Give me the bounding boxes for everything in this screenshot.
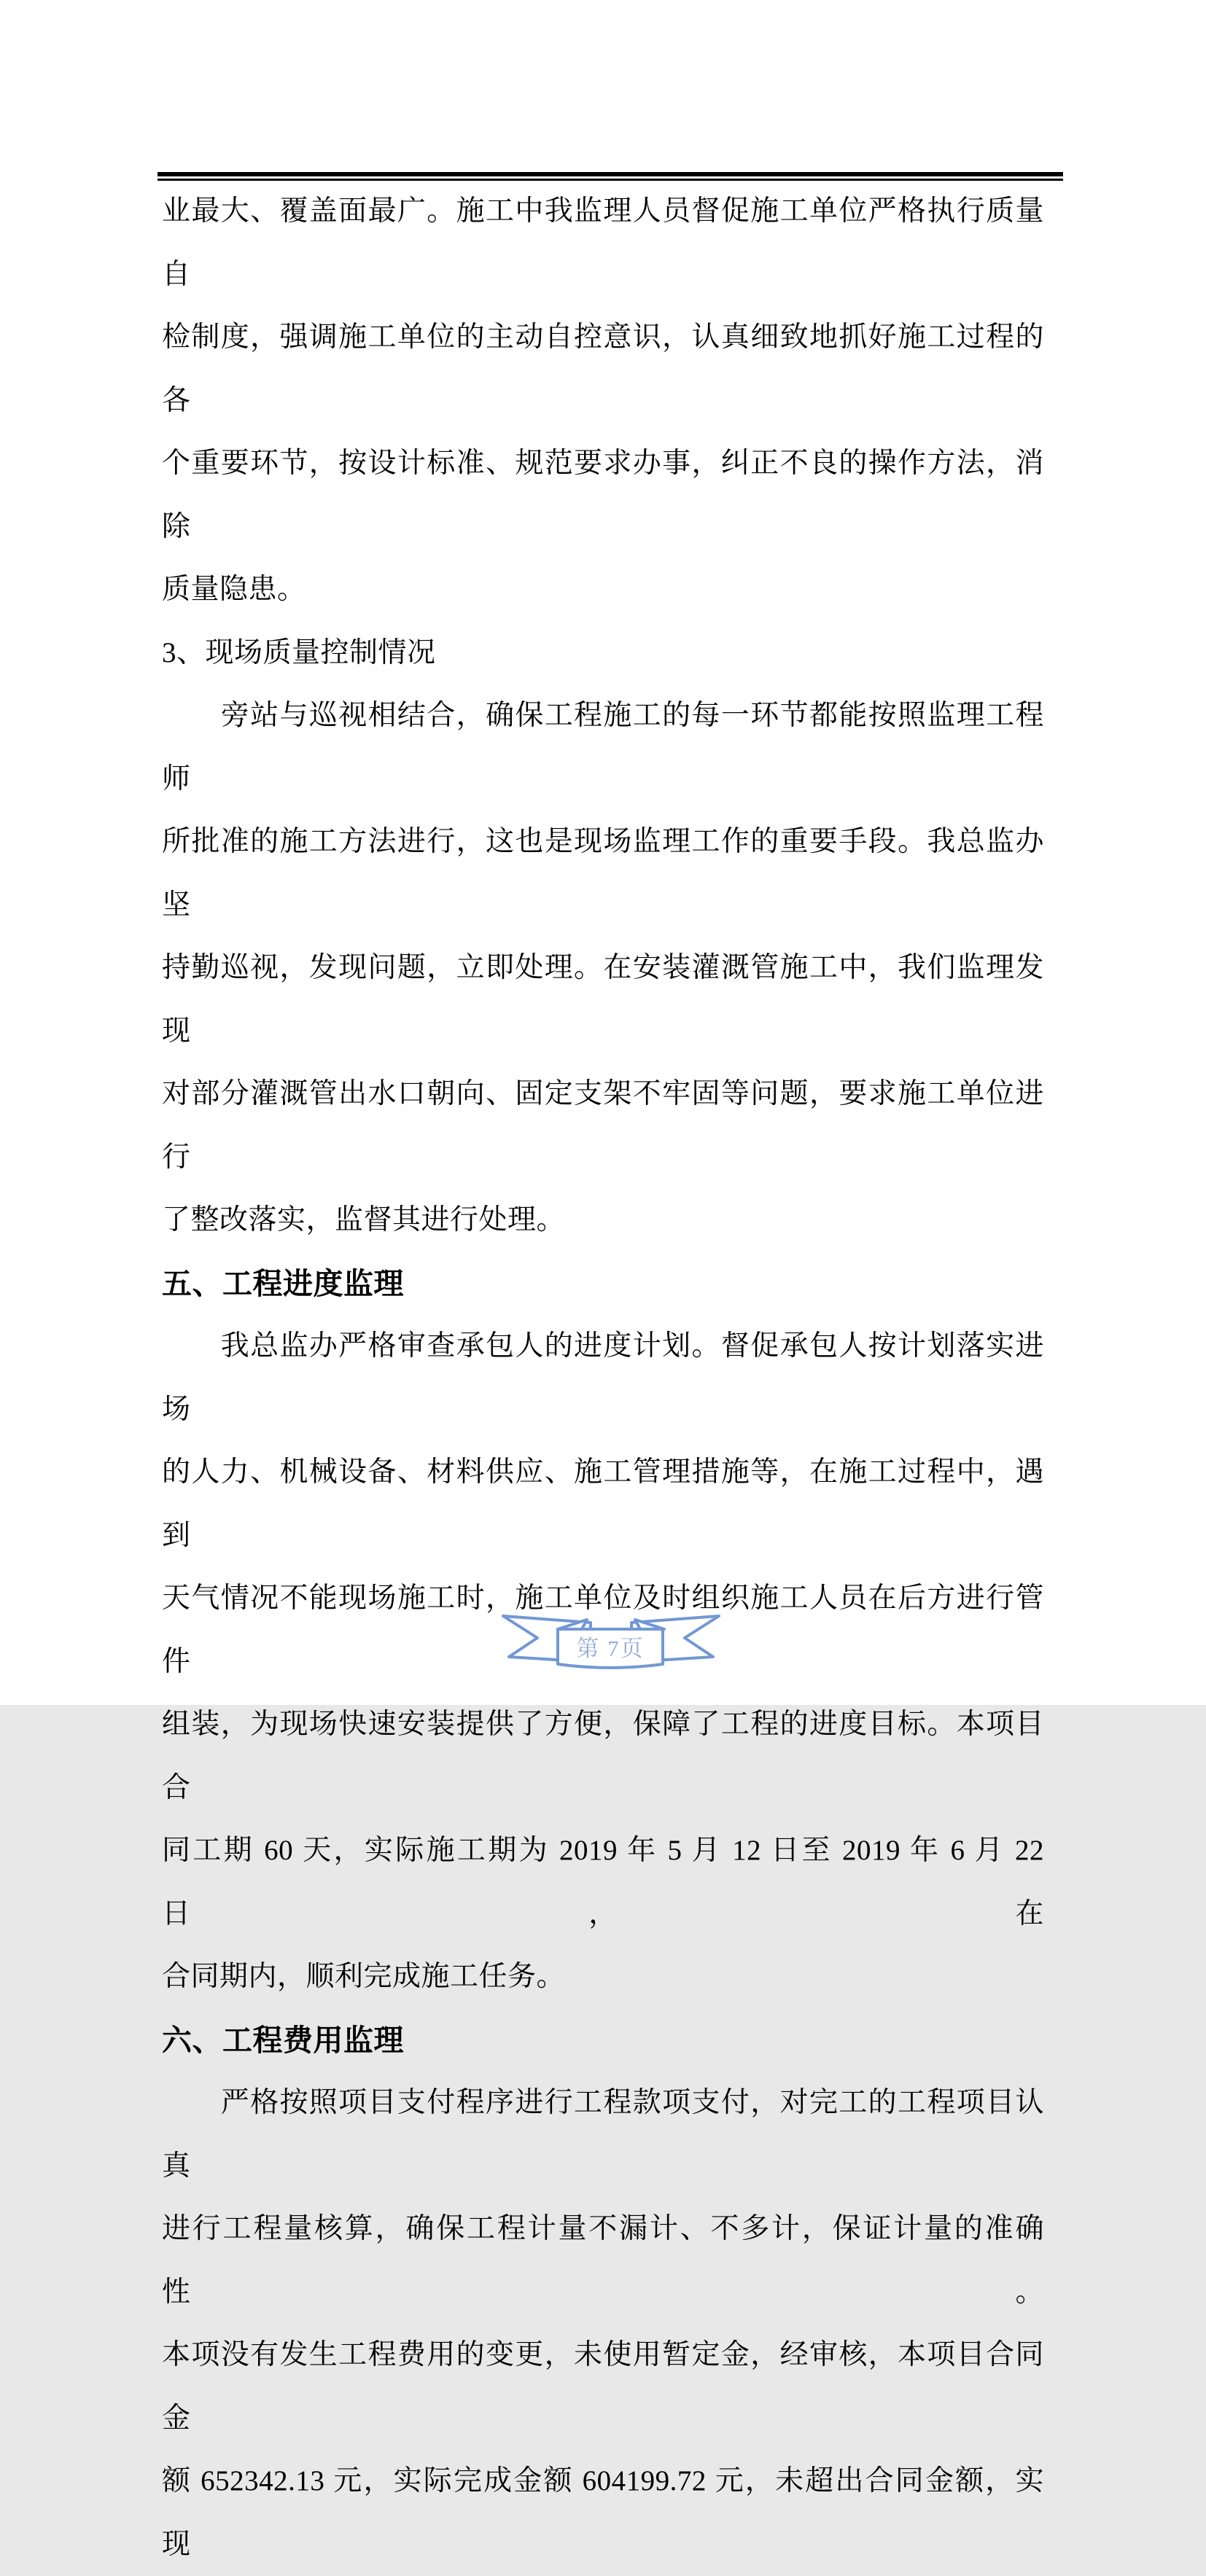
paragraph-line: 同工期 60 天，实际施工期为 2019 年 5 月 12 日至 2019 年 6 月 22 日，在 <box>162 1835 1044 1929</box>
paragraph-line: 本项没有发生工程费用的变更，未使用暂定金，经审核，本项目合同金 <box>162 2339 1044 2434</box>
paragraph-line: 旁站与巡视相结合，确保工程施工的每一环节都能按照监理工程师 <box>162 700 1044 795</box>
paragraph-line: 额 652342.13 元，实际完成金额 604199.72 元，未超出合同金额，实现 <box>162 2465 1044 2560</box>
paragraph-line: 质量隐患。 <box>162 574 306 605</box>
heading-line: 五、工程进度监理 <box>162 1266 404 1300</box>
page-number-ribbon-icon <box>502 1609 720 1677</box>
paragraph-line: 检制度，强调施工单位的主动自控意识，认真细致地抓好施工过程的各 <box>162 321 1044 416</box>
paragraph-line: 进行工程量核算，确保工程计量不漏计、不多计，保证计量的准确性。 <box>162 2213 1044 2308</box>
paragraph-line: 业最大、覆盖面最广。施工中我监理人员督促施工单位严格执行质量自 <box>162 195 1044 290</box>
page-footer <box>502 1609 720 1677</box>
subheading-line: 3、现场质量控制情况 <box>162 636 436 668</box>
paragraph-line: 合同期内，顺利完成施工任务。 <box>162 1961 566 1992</box>
document-body <box>162 180 1044 2576</box>
paragraph-line: 持勤巡视，发现问题，立即处理。在安装灌溉管施工中，我们监理发现 <box>162 952 1044 1047</box>
paragraph-line: 组装，为现场快速安装提供了方便，保障了工程的进度目标。本项目合 <box>162 1709 1044 1803</box>
paragraph-line: 严格按照项目支付程序进行工程款项支付，对完工的工程项目认真 <box>162 2087 1044 2182</box>
paragraph-line: 了整改落实，监督其进行处理。 <box>162 1204 566 1236</box>
paragraph-line: 天气情况不能现场施工时，施工单位及时组织施工人员在后方进行管件 <box>162 1582 1044 1677</box>
paragraph-line: 的人力、机械设备、材料供应、施工管理措施等，在施工过程中，遇到 <box>162 1456 1044 1551</box>
paragraph-line: 对部分灌溉管出水口朝向、固定支架不牢固等问题，要求施工单位进行 <box>162 1078 1044 1173</box>
paragraph-line: 所批准的施工方法进行，这也是现场监理工作的重要手段。我总监办坚 <box>162 826 1044 921</box>
paragraph-line: 我总监办严格审查承包人的进度计划。督促承包人按计划落实进场 <box>162 1330 1044 1425</box>
heading-line: 六、工程费用监理 <box>162 2023 404 2057</box>
paragraph-line: 个重要环节，按设计标准、规范要求办事，纠正不良的操作方法，消除 <box>162 448 1044 542</box>
page-number-label: 第 7页 <box>576 1636 645 1661</box>
